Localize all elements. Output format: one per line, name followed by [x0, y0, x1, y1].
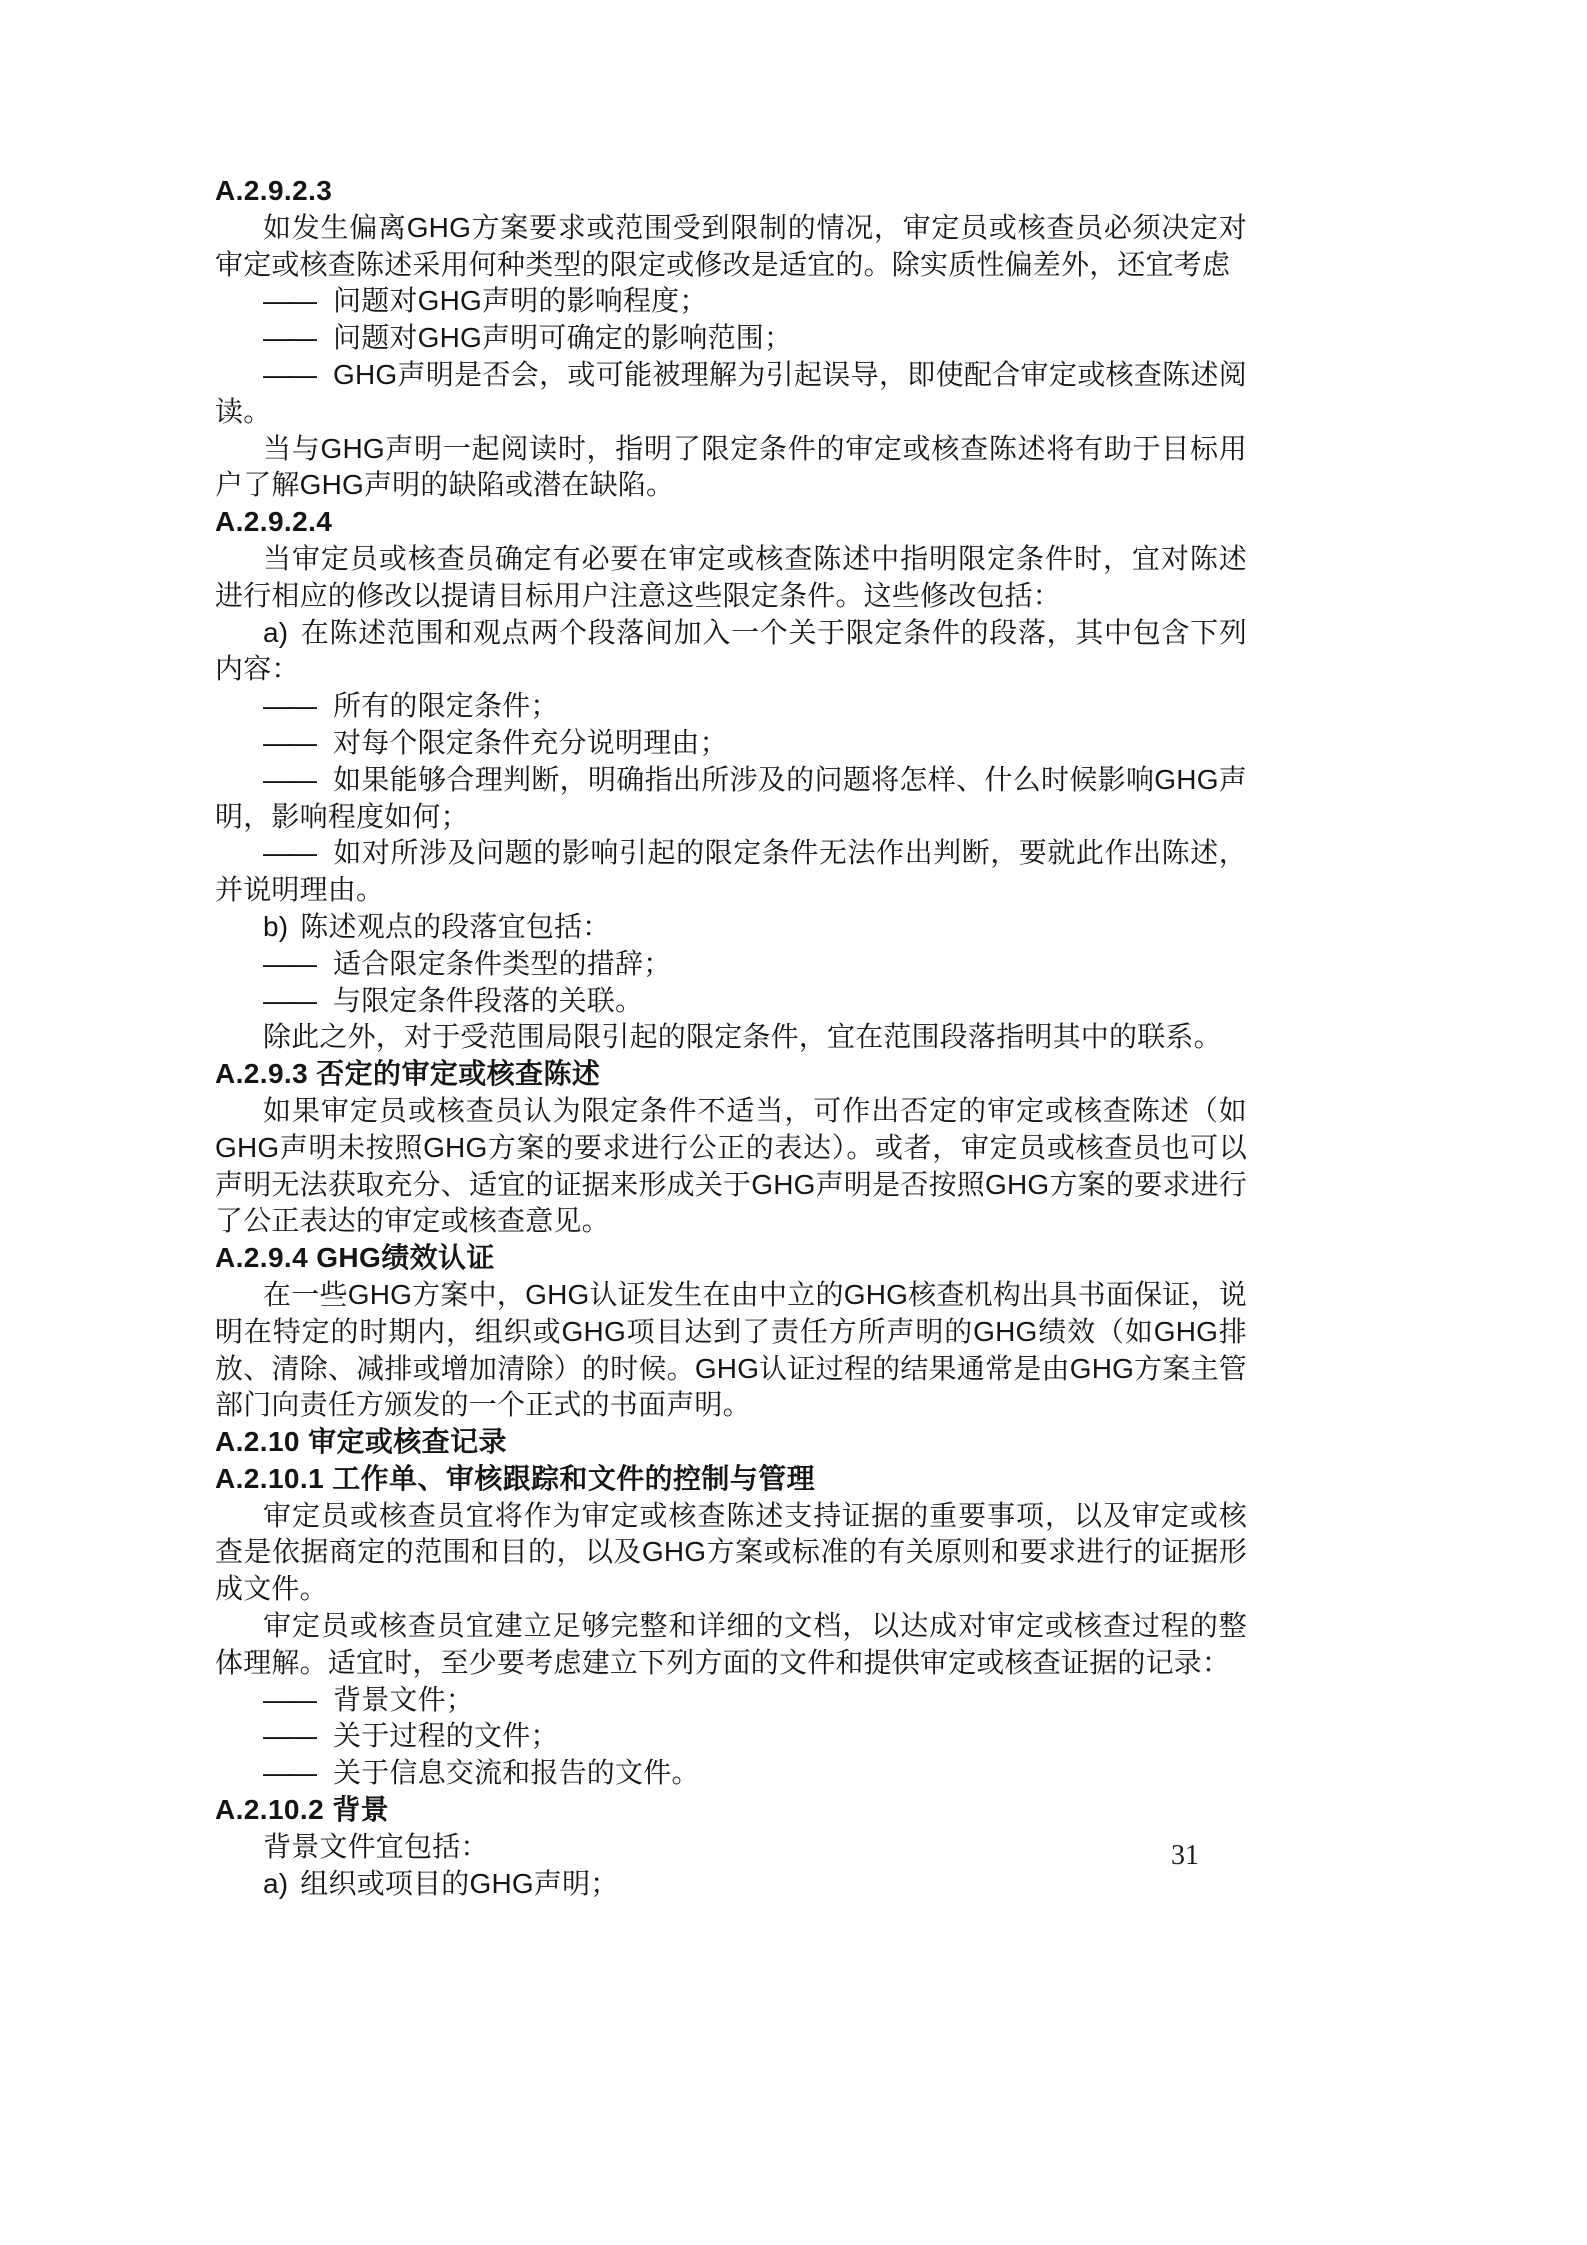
body-paragraph: 当与GHG声明一起阅读时，指明了限定条件的审定或核查陈述将有助于目标用户了解GHG声明的缺陷或潜在缺陷。 [215, 432, 1247, 501]
item-text: 背景文件； [333, 1683, 475, 1715]
item-letter: b) [263, 910, 289, 942]
section-heading: A.2.9.3 否定的审定或核查陈述 [215, 1058, 601, 1090]
item-text: 对每个限定条件充分说明理由； [333, 726, 728, 758]
item-text: 组织或项目的GHG声明； [300, 1867, 619, 1899]
body-paragraph: 审定员或核查员宜将作为审定或核查陈述支持证据的重要事项，以及审定或核查是依据商定的范围和目的，以及GHG方案或标准的有关原则和要求进行的证据形成文件。 [215, 1499, 1247, 1605]
item-text: 问题对GHG声明可确定的影响范围； [333, 322, 793, 354]
dash-list-item [215, 983, 1247, 1020]
dash-list-item [215, 1718, 1247, 1755]
section-heading: A.2.9.2.4 [215, 506, 333, 538]
dash-bullet: —— [263, 947, 315, 979]
body-paragraph: 背景文件宜包括： [263, 1830, 489, 1862]
dash-list-item [215, 688, 1247, 725]
dash-bullet: —— [263, 285, 315, 317]
item-text: 适合限定条件类型的措辞； [333, 947, 672, 979]
dash-bullet: —— [263, 984, 315, 1016]
section-heading: A.2.9.4 GHG绩效认证 [215, 1242, 495, 1274]
dash-bullet: —— [263, 690, 315, 722]
dash-bullet: —— [263, 1683, 315, 1715]
dash-bullet: —— [263, 358, 315, 390]
section-heading: A.2.9.2.3 [215, 175, 333, 206]
dash-list-item [215, 762, 1247, 836]
dash-list-item [215, 946, 1247, 983]
dash-bullet: —— [263, 1757, 315, 1789]
dash-list-item [215, 1682, 1247, 1719]
section-heading: A.2.10 审定或核查记录 [215, 1426, 507, 1458]
dash-list-item [215, 725, 1247, 762]
dash-bullet: —— [263, 837, 315, 869]
page-number: 31 [1171, 1840, 1199, 1871]
dash-list-item [215, 835, 1247, 909]
section-heading: A.2.10.1 工作单、审核跟踪和文件的控制与管理 [215, 1462, 816, 1494]
item-letter: a) [263, 616, 289, 648]
item-text: 在陈述范围和观点两个段落间加入一个关于限定条件的段落，其中包含下列内容： [215, 616, 1247, 685]
body-paragraph: 当审定员或核查员确定有必要在审定或核查陈述中指明限定条件时，宜对陈述进行相应的修改以提请目标用户注意这些限定条件。这些修改包括： [215, 542, 1247, 611]
dash-list-item [215, 283, 1247, 320]
item-letter: a) [263, 1867, 289, 1899]
dash-bullet: —— [263, 726, 315, 758]
item-text: 关于信息交流和报告的文件。 [333, 1757, 700, 1789]
item-text: 如对所涉及问题的影响引起的限定条件无法作出判断，要就此作出陈述，并说明理由。 [215, 837, 1247, 906]
body-paragraph: 除此之外，对于受范围局限引起的限定条件，宜在范围段落指明其中的联系。 [263, 1021, 1222, 1053]
lettered-list-item [215, 1866, 1247, 1903]
item-text: 如果能够合理判断，明确指出所涉及的问题将怎样、什么时候影响GHG声明，影响程度如何； [215, 763, 1247, 832]
lettered-list-item [215, 909, 1247, 946]
body-paragraph: 如果审定员或核查员认为限定条件不适当，可作出否定的审定或核查陈述（如GHG声明未按照GHG方案的要求进行公正的表达）。或者，审定员或核查员也可以声明无法获取充分、适宜的证据来形成关于GHG声明是否按照GHG方案的要求进行了公正表达的审定或核查意见。 [215, 1094, 1247, 1237]
dash-bullet: —— [263, 322, 315, 354]
body-paragraph: 如发生偏离GHG方案要求或范围受到限制的情况，审定员或核查员必须决定对审定或核查陈述采用何种类型的限定或修改是适宜的。除实质性偏差外，还宜考虑 [215, 211, 1247, 280]
dash-list-item [215, 357, 1247, 431]
item-text: 与限定条件段落的关联。 [333, 984, 644, 1016]
dash-list-item [215, 320, 1247, 357]
dash-list-item [215, 1755, 1247, 1792]
section-heading: A.2.10.2 背景 [215, 1794, 390, 1826]
item-text: 关于过程的文件； [333, 1720, 559, 1752]
item-text: GHG声明是否会，或可能被理解为引起误导，即使配合审定或核查陈述阅读。 [215, 358, 1247, 427]
dash-bullet: —— [263, 763, 315, 795]
document-body [215, 173, 1247, 1902]
item-text: 所有的限定条件； [333, 690, 559, 722]
dash-bullet: —— [263, 1720, 315, 1752]
item-text: 陈述观点的段落宜包括： [300, 910, 611, 942]
body-paragraph: 审定员或核查员宜建立足够完整和详细的文档，以达成对审定或核查过程的整体理解。适宜时，至少要考虑建立下列方面的文件和提供审定或核查证据的记录： [215, 1610, 1247, 1678]
body-paragraph: 在一些GHG方案中，GHG认证发生在由中立的GHG核查机构出具书面保证，说明在特定的时期内，组织或GHG项目达到了责任方所声明的GHG绩效（如GHG排放、清除、减排或增加清除）的时候。GHG认证过程的结果通常是由GHG方案主管部门向责任方颁发的一个正式的书面声明。 [215, 1278, 1247, 1421]
lettered-list-item [215, 615, 1247, 689]
item-text: 问题对GHG声明的影响程度； [333, 285, 708, 317]
